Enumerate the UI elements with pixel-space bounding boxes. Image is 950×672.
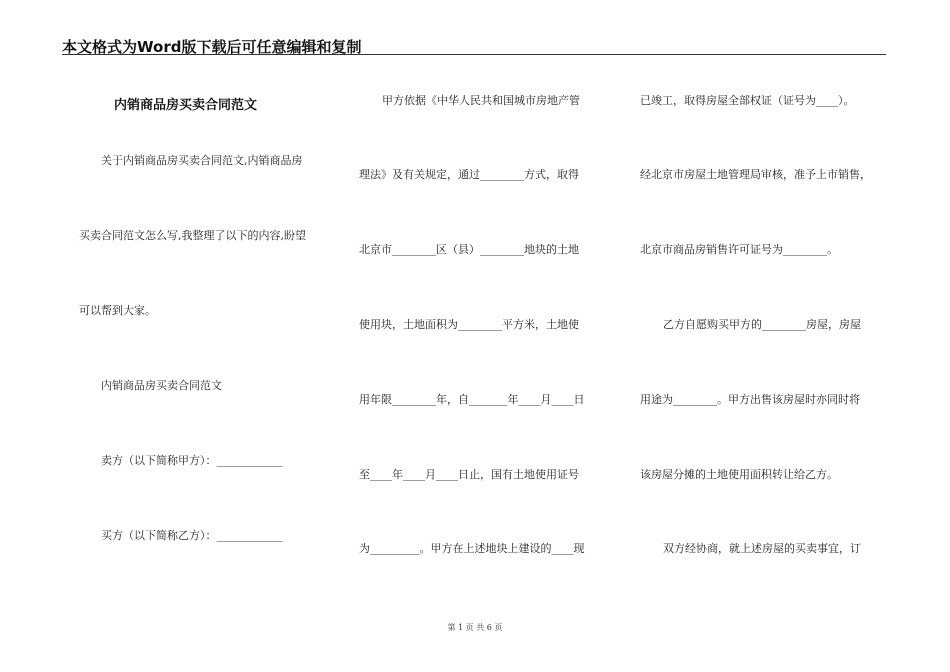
text-line: 理法》及有关规定，通过________方式，取得 [359,168,579,181]
text-line: 关于内销商品房买卖合同范文,内销商品房 [101,154,303,167]
text-line: 双方经协商，就上述房屋的买卖事宜，订 [663,542,861,555]
text-line: 可以帮到大家。 [79,304,156,317]
text-line: 至____年____月____日止，国有土地使用证号 [359,468,579,481]
text-line: 买卖合同范文怎么写,我整理了以下的内容,盼望 [79,229,306,242]
text-line: 卖方（以下简称甲方）：____________ [101,454,283,467]
text-line: 用年限________年，自_______年____月____日 [359,393,585,406]
header-title: 本文格式为Word版下载后可任意编辑和复制 [62,38,362,56]
text-line: 该房屋分摊的土地使用面积转让给乙方。 [640,468,838,481]
text-line: 买方（以下简称乙方）：____________ [101,529,283,542]
header-divider [62,54,886,55]
text-line: 为_________。甲方在上述地块上建设的____现 [359,542,585,555]
text-line: 北京市________区（县）________地块的土地 [359,243,579,256]
text-line: 乙方自愿购买甲方的________房屋，房屋 [663,318,861,331]
text-line: 内销商品房买卖合同范文 [101,379,222,392]
text-line: 经北京市房屋土地管理局审核，准予上市销售， [640,168,871,181]
text-line: 北京市商品房销售许可证号为________。 [640,243,838,256]
text-line: 甲方依据《中华人民共和国城市房地产管 [382,94,580,107]
document-title: 内销商品房买卖合同范文 [114,98,258,113]
text-line: 使用块，土地面积为________平方米，土地使 [359,318,579,331]
text-line: 用途为________。甲方出售该房屋时亦同时将 [640,393,860,406]
page-footer: 第 1 页 共 6 页 [447,623,503,632]
text-line: 已竣工，取得房屋全部权证（证号为____）。 [640,94,855,107]
